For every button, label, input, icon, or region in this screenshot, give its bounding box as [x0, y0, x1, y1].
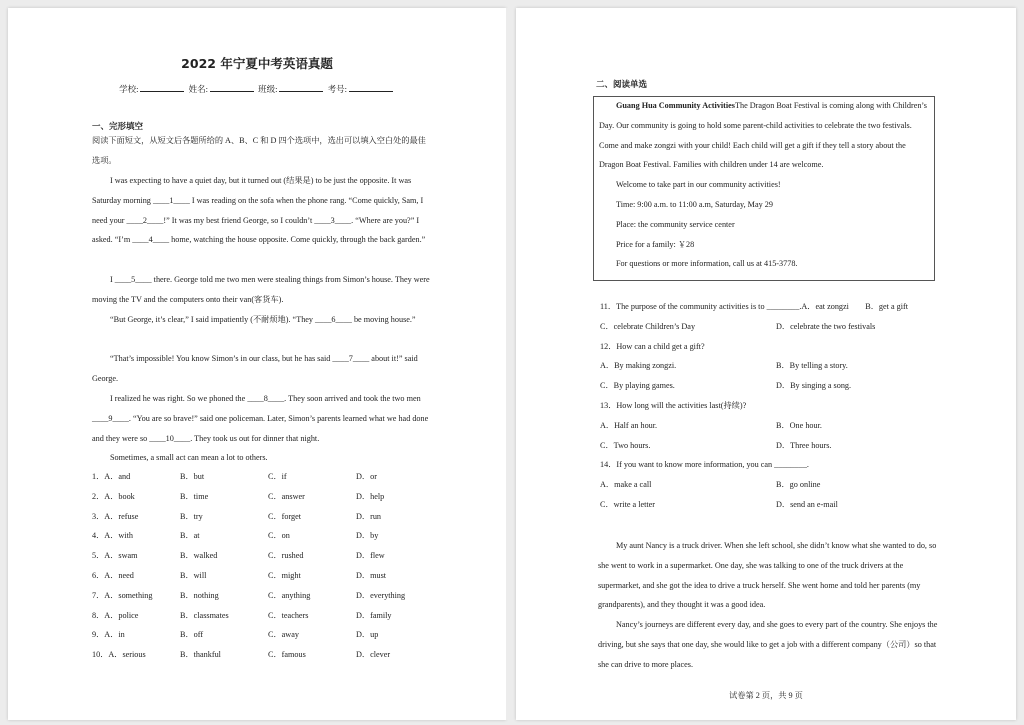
question-14 [600, 456, 940, 476]
question-12 [600, 338, 940, 358]
option-b[interactable]: B．nothing [180, 590, 219, 600]
option-a[interactable]: 3．A．refuse [92, 511, 139, 521]
option-a[interactable]: 9．A．in [92, 630, 125, 640]
question-11 [600, 298, 940, 318]
option-c[interactable]: C．on [268, 531, 290, 541]
option-c[interactable]: C．anything [268, 590, 311, 600]
option-c[interactable]: C．might [268, 570, 301, 580]
option-c[interactable]: C．rushed [268, 551, 304, 561]
section1-heading: 一、完形填空 [92, 122, 144, 132]
option-d[interactable]: D．clever [356, 650, 391, 660]
option-b[interactable]: B．but [180, 472, 205, 481]
option-d[interactable]: D．flew [356, 551, 385, 561]
option-b[interactable]: B．off [180, 630, 204, 640]
option-a[interactable]: 5．A．swam [92, 551, 138, 561]
options-row [600, 357, 940, 377]
option-a[interactable]: 2．A．book [92, 491, 135, 501]
option-row [92, 547, 432, 567]
options-row [600, 417, 940, 437]
option-row [92, 527, 432, 547]
question-stem: 12．How can a child get a gift? [600, 341, 705, 351]
option-c[interactable]: C．celebrate Children’s Day [600, 321, 696, 331]
question-stem: 14．If you want to know more information, you can ________. [600, 460, 809, 470]
option-d[interactable]: D．up [356, 630, 379, 640]
name-label: 姓名: [188, 84, 208, 94]
cloze-paragraph-1: I was expecting to have a quiet day, but it turned out (结果是) to be just the opposite. It was Saturday morning ____1____ I was reading on the sofa when the phone rang. “Come quickly, Sam, I need your ____2____!” It was my best friend George, so I couldn’t ____3____. “Where are you?” I asked. “I’m ____4____ home, watching the house opposite. Come quickly, through the back garden.” [92, 176, 426, 245]
notice-price: Price for a family: ￥28 [616, 239, 695, 249]
class-label: 班级: [258, 84, 278, 94]
option-d[interactable]: D．everything [356, 590, 406, 600]
option-row [92, 626, 432, 646]
exam-title: 2022 年宁夏中考英语真题 [181, 56, 333, 71]
option-b[interactable]: B．thankful [180, 650, 221, 660]
option-a[interactable]: 1．A．and [92, 472, 131, 481]
number-blank[interactable] [349, 82, 393, 92]
page-footer: 试卷第 2 页，共 9 页 [729, 691, 803, 700]
notice-time: Time: 9:00 a.m. to 11:00 a.m, Saturday, May 29 [616, 199, 773, 209]
option-row [92, 567, 432, 587]
option-d[interactable]: D．run [356, 511, 382, 521]
instructions: 阅读下面短文，从短文后各题所给的 A、B、C 和 D 四个选项中，选出可以填入空白处的最佳选项。 [92, 136, 426, 165]
option-b[interactable]: B．By telling a story. [776, 361, 848, 371]
option-b[interactable]: B．go online [776, 480, 821, 490]
cloze-options [92, 468, 432, 666]
student-info-line [8, 82, 506, 95]
left-page [8, 8, 506, 720]
page-spine [506, 8, 516, 720]
class-blank[interactable] [279, 82, 323, 92]
option-d[interactable]: D．help [356, 491, 385, 501]
option-c[interactable]: C．write a letter [600, 499, 656, 509]
option-b[interactable]: B．time [180, 491, 209, 501]
options-row [600, 437, 940, 457]
options-row [600, 476, 940, 496]
cloze-paragraph-6: Sometimes, a small act can mean a lot to others. [110, 453, 268, 462]
option-a[interactable]: 7．A．something [92, 590, 153, 600]
reading-passage-1: My aunt Nancy is a truck driver. When she left school, she didn’t know what she wanted to do, so she went to work in a supermarket. One day, she was talking to one of the truck drivers at the supermarket, and she got the idea to drive a truck herself. She went home and told her parents (my grandparents), and they thought it was a good idea. [598, 541, 937, 610]
notice-place: Place: the community service center [616, 219, 735, 229]
school-blank[interactable] [140, 82, 184, 92]
options-row [600, 318, 940, 338]
option-b[interactable]: B．will [180, 570, 207, 580]
option-a[interactable]: 4．A．with [92, 531, 133, 541]
option-b[interactable]: B．One hour. [776, 420, 822, 430]
question-stem: 13．How long will the activities last(持续)? [600, 400, 747, 410]
option-b[interactable]: B．try [180, 511, 203, 521]
notice-intro-paragraph [599, 96, 931, 175]
option-c[interactable]: C．away [268, 630, 299, 640]
option-b[interactable]: B．classmates [180, 610, 229, 620]
option-row [92, 607, 432, 627]
notice-contact: For questions or more information, call us at 415-3778. [616, 259, 798, 269]
option-d[interactable]: D．By singing a song. [776, 381, 852, 391]
option-c[interactable]: C．if [268, 472, 287, 481]
cloze-paragraph-5: I realized he was right. So we phoned the ____8____. They soon arrived and took the two men ____9____. “You are so brave!” said one policeman. Later, Simon’s parents learned what we had done and they were so ____10____. They took us out for dinner that night. [92, 394, 429, 443]
option-b[interactable]: B．at [180, 531, 200, 541]
option-c[interactable]: C．forget [268, 511, 302, 521]
option-d[interactable]: D．family [356, 610, 392, 620]
right-page [516, 8, 1016, 720]
option-row [92, 488, 432, 508]
notice-welcome: Welcome to take part in our community activities! [616, 180, 781, 190]
option-a[interactable]: 6．A．need [92, 570, 134, 580]
notice-heading: Guang Hua Community Activities [616, 101, 735, 110]
question-stem: 11．The purpose of the community activities is to ________.A．eat zongzi B．get a gift [600, 302, 909, 311]
option-row [92, 587, 432, 607]
option-d[interactable]: D．by [356, 531, 379, 541]
option-a[interactable]: 8．A．police [92, 610, 139, 620]
option-d[interactable]: D．celebrate the two festivals [776, 321, 876, 331]
option-b[interactable]: B．walked [180, 551, 218, 561]
options-row [600, 496, 940, 516]
cloze-paragraph-2: I ____5____ there. George told me two men were stealing things from Simon’s house. They were moving the TV and the computers onto their van(客货车). [92, 275, 430, 304]
option-c[interactable]: C．By playing games. [600, 381, 675, 391]
cloze-paragraph-4: “That’s impossible! You know Simon’s in our class, but he has said ____7____ about it!” said George. [92, 354, 418, 383]
option-c[interactable]: C．teachers [268, 610, 309, 620]
option-a[interactable]: A．make a call [600, 480, 652, 490]
option-c[interactable]: C．Two hours. [600, 440, 651, 450]
name-blank[interactable] [210, 82, 254, 92]
reading-questions [600, 298, 940, 516]
question-13 [600, 397, 940, 417]
number-label: 考号: [327, 84, 347, 94]
reading-passage-2: Nancy’s journeys are different every day, and she goes to every part of the country. She enjoys the driving, but she says that one day, she would like to get a job with a different company（公司）so that she can drive to more places. [598, 620, 938, 669]
option-a[interactable]: A．Half an hour. [600, 420, 658, 430]
option-d[interactable]: D．must [356, 570, 387, 580]
option-d[interactable]: D．or [356, 472, 377, 481]
option-row [92, 646, 432, 666]
option-c[interactable]: C．famous [268, 650, 306, 660]
option-row [92, 468, 432, 488]
option-d[interactable]: D．send an e-mail [776, 499, 838, 509]
notice-intro: The Dragon Boat Festival is coming along with Children’s Day. Our community is going to hold some parent-child activities to celebrate the two festivals. Come and make zongzi with your child! Each child will get a gift if they tell a story about the Dragon Boat Festival. Families with children under 14 are welcome. [599, 101, 927, 170]
option-a[interactable]: A．By making zongzi. [600, 361, 677, 371]
notice-text [599, 96, 931, 274]
option-c[interactable]: C．answer [268, 491, 305, 501]
option-row [92, 508, 432, 528]
cloze-paragraph-3: “But George, it’s clear,” I said impatiently (不耐烦地). “They ____6____ be moving house.” [110, 315, 416, 324]
section2-heading: 二、阅读单选 [596, 80, 648, 90]
options-row [600, 377, 940, 397]
option-d[interactable]: D．Three hours. [776, 440, 832, 450]
school-label: 学校: [119, 84, 139, 94]
option-a[interactable]: 10．A．serious [92, 650, 146, 660]
